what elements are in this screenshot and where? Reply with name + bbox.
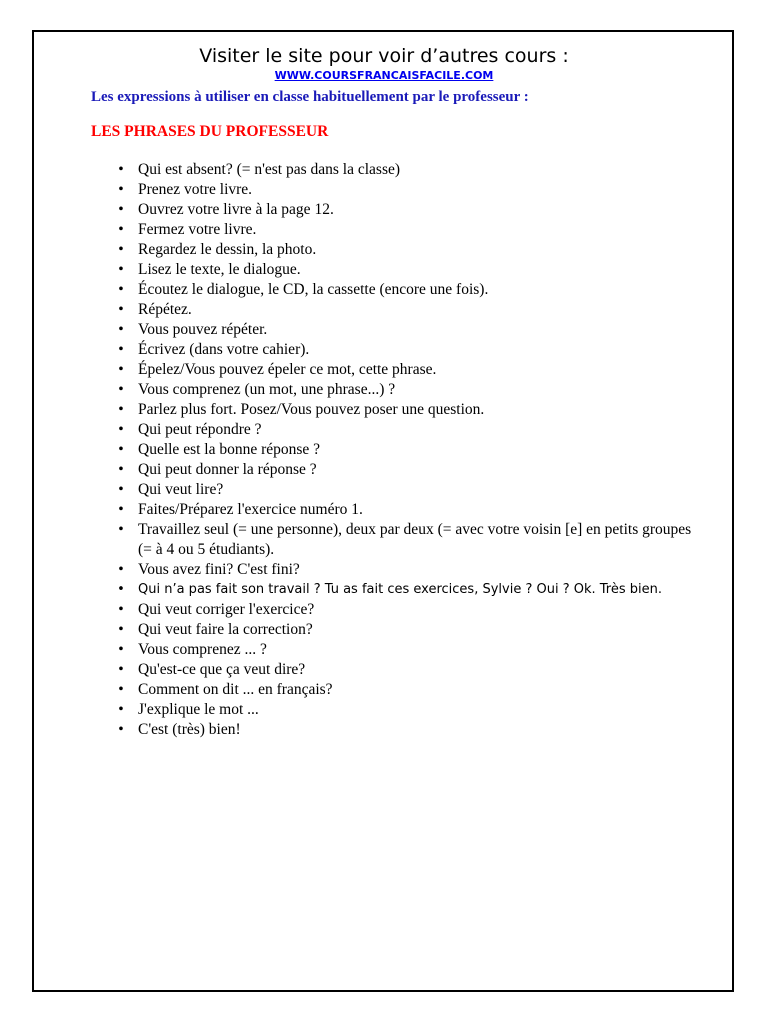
phrase-item [112,400,692,420]
phrase-text: Parlez plus fort. Posez/Vous pouvez poser une question. [138,401,485,418]
phrase-item [112,520,692,560]
phrase-item [112,300,692,320]
phrase-text: Vous pouvez répéter. [138,321,268,338]
phrase-text: Qu'est-ce que ça veut dire? [138,661,306,678]
bullet-icon: • [118,621,124,638]
phrase-text: Répétez. [138,301,192,318]
bullet-icon: • [118,441,124,458]
phrase-text: Ouvrez votre livre à la page 12. [138,201,334,218]
bullet-icon: • [118,321,124,338]
bullet-icon: • [118,161,124,178]
bullet-icon: • [118,601,124,618]
bullet-icon: • [118,461,124,478]
bullet-icon: • [118,261,124,278]
phrase-item [112,440,692,460]
phrase-item [112,360,692,380]
phrase-item [112,620,692,640]
phrase-text: Faites/Préparez l'exercice numéro 1. [138,501,363,518]
site-title: Visiter le site pour voir d’autres cours : [199,45,569,67]
phrase-text: Épelez/Vous pouvez épeler ce mot, cette phrase. [138,361,437,378]
phrase-text: Qui peut donner la réponse ? [138,461,317,478]
phrase-text: Regardez le dessin, la photo. [138,241,317,258]
phrase-item [112,580,692,600]
phrase-list [112,160,692,740]
phrase-item [112,680,692,700]
phrase-item [112,720,692,740]
bullet-icon: • [118,201,124,218]
bullet-icon: • [118,481,124,498]
phrase-item [112,340,692,360]
bullet-icon: • [118,661,124,678]
bullet-icon: • [118,341,124,358]
phrase-text: Qui peut répondre ? [138,421,262,438]
bullet-icon: • [118,401,124,418]
bullet-icon: • [118,721,124,738]
phrase-text: C'est (très) bien! [138,721,241,738]
phrase-text: Fermez votre livre. [138,221,257,238]
phrase-text: Vous comprenez (un mot, une phrase...) ? [138,381,396,398]
phrase-text: Qui est absent? (= n'est pas dans la classe) [138,161,401,178]
bullet-icon: • [117,582,125,597]
phrase-text: Quelle est la bonne réponse ? [138,441,321,458]
bullet-icon: • [118,561,124,578]
phrase-text: J'explique le mot ... [138,701,259,718]
bullet-icon: • [118,181,124,198]
site-link[interactable]: WWW.COURSFRANCAISFACILE.COM [274,69,494,82]
phrase-item [112,420,692,440]
phrase-text: Qui veut faire la correction? [138,621,313,638]
bullet-icon: • [118,361,124,378]
section-heading: LES PHRASES DU PROFESSEUR [91,123,329,140]
phrase-text: Comment on dit ... en français? [138,681,333,698]
phrase-text: Écrivez (dans votre cahier). [138,341,310,358]
phrase-item [112,180,692,200]
phrase-item [112,460,692,480]
phrase-item [112,220,692,240]
phrase-text: Écoutez le dialogue, le CD, la cassette (encore une fois). [138,281,489,298]
bullet-icon: • [118,521,124,538]
phrase-item [112,500,692,520]
phrase-item [112,660,692,680]
phrase-text: Qui n’a pas fait son travail ? Tu as fait ces exercices, Sylvie ? Oui ? Ok. Très bien. [138,582,662,597]
bullet-icon: • [118,241,124,258]
phrase-item [112,320,692,340]
phrase-item [112,560,692,580]
phrase-item [112,280,692,300]
bullet-icon: • [118,221,124,238]
phrase-text: Lisez le texte, le dialogue. [138,261,301,278]
phrase-text: Travaillez seul (= une personne), deux par deux (= avec votre voisin [e] en petits groupes (= à 4 ou 5 étudiants). [138,521,692,558]
bullet-icon: • [118,281,124,298]
bullet-icon: • [118,421,124,438]
bullet-icon: • [118,381,124,398]
bullet-icon: • [118,301,124,318]
phrase-item [112,380,692,400]
bullet-icon: • [118,701,124,718]
phrase-text: Qui veut lire? [138,481,224,498]
intro-text: Les expressions à utiliser en classe habituellement par le professeur : [91,89,529,105]
phrase-text: Qui veut corriger l'exercice? [138,601,315,618]
bullet-icon: • [118,641,124,658]
bullet-icon: • [118,501,124,518]
phrase-item [112,480,692,500]
phrase-text: Prenez votre livre. [138,181,253,198]
phrase-item [112,160,692,180]
phrase-text: Vous comprenez ... ? [138,641,267,658]
phrase-item [112,640,692,660]
bullet-icon: • [118,681,124,698]
phrase-item [112,240,692,260]
phrase-item [112,700,692,720]
phrase-item [112,200,692,220]
phrase-text: Vous avez fini? C'est fini? [138,561,300,578]
phrase-item [112,600,692,620]
phrase-item [112,260,692,280]
